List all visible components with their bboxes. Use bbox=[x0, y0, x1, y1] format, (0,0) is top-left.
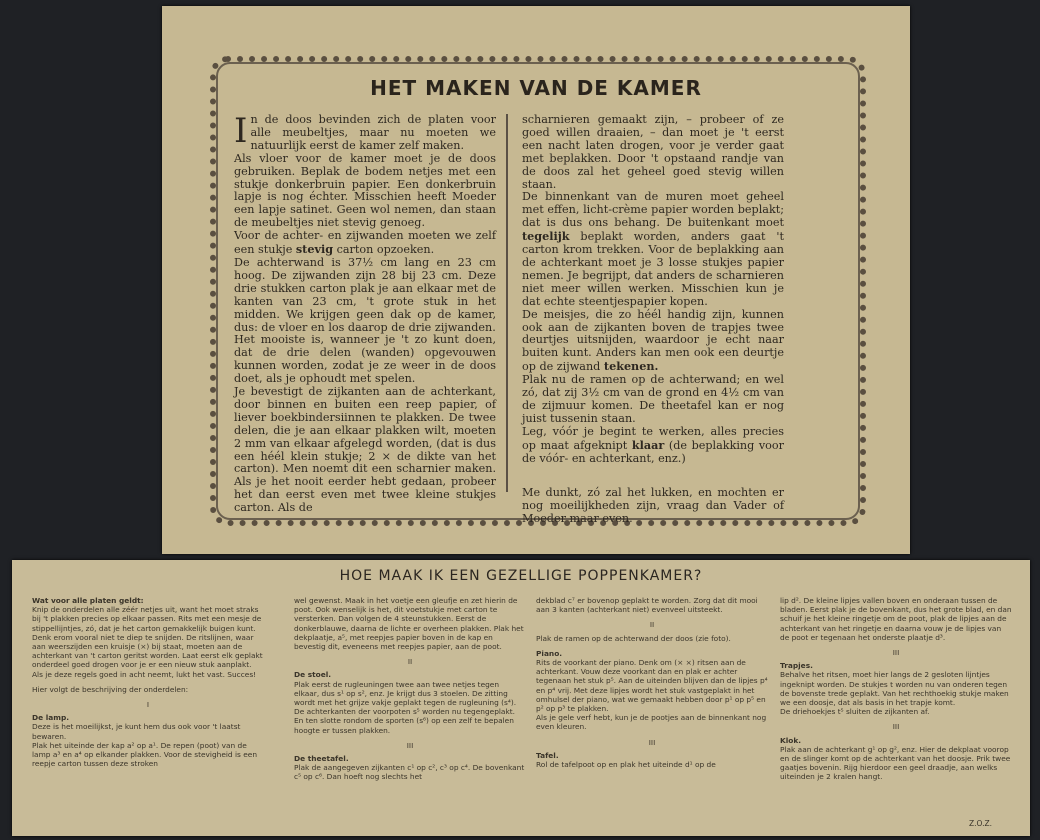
paragraph: Plak de aangegeven zijkanten c¹ op c², c³ op c⁴. De bovenkant c⁵ op c⁶. Dan hoeft nog slechts het bbox=[294, 763, 525, 782]
section-number: III bbox=[648, 737, 656, 747]
section-number: II bbox=[407, 657, 413, 667]
paragraph: Me dunkt, zó zal het lukken, en mochten er nog moeilijkheden zijn, vraag dan Vader of Moeder maar even. bbox=[522, 486, 784, 526]
paragraph: scharnieren gemaakt zijn, – probeer of ze goed willen draaien, – dan moet je 't eerst een nacht laten drogen, voor je verder gaat met beplakken. Door 't opstaand randje van de doos zal het geheel goed stevig willen staan. bbox=[522, 113, 784, 191]
paragraph: wel gewenst. Maak in het voetje een gleufje en zet hierin de poot. Ook wenselijk is het, dit voetstukje met carton te versterken. Dan volgen de 4 steunstukken. Eerst de donkerblauwe, daarna de lichte er overheen plakken. Plak het dekplaatje, a⁵, met reepjes papier boven in de kap en bevestig dit, eveneens met reepjes papier, aan de poot. bbox=[294, 596, 524, 652]
section-number: III bbox=[406, 740, 414, 750]
instruction-card-bottom bbox=[12, 560, 1030, 836]
paragraph: Rol de tafelpoot op en plak het uiteinde d¹ op de bbox=[536, 760, 716, 770]
text-column-4 bbox=[780, 596, 1012, 782]
text-column-2 bbox=[294, 596, 526, 782]
paragraph: Het mooiste is, wanneer je 't zo kunt doen, dat de drie delen (wanden) opgevouwen kunnen worden, zodat je ze weer in de doos doet, als je ophoudt met spelen. bbox=[234, 333, 496, 386]
paragraph: Plak nu de ramen op de achterwand; en wel zó, dat zij 3½ cm van de grond en 4½ cm van de zijmuur komen. De theetafel kan er nog juist tussenin staan. bbox=[522, 373, 784, 425]
text-column-right bbox=[522, 114, 784, 526]
drop-cap: I bbox=[234, 111, 248, 151]
text-column-3 bbox=[536, 596, 768, 769]
section-heading: Klok. bbox=[780, 735, 802, 745]
paragraph: Als je deze regels goed in acht neemt, lukt het vast. Succes! bbox=[32, 669, 257, 679]
section-heading: Wat voor alle platen geldt: bbox=[32, 596, 144, 605]
paragraph: Rits de voorkant der piano. Denk om (× ×) ritsen aan de achterkant. Vouw deze voorkant dan en plak er achter tegenaan het stuk p⁵. Aan de uiteinden blijven dan de lipjes p⁴ en p⁴ vrij. Met deze lipjes wordt het stuk vastgeplakt in het omhulsel der piano, wat we gemaakt hebben door p¹ op p⁵ en p² op p³ te plakken. bbox=[536, 658, 768, 714]
page-turn-note: Z.O.Z. bbox=[968, 819, 992, 828]
paragraph: De achterkanten der voorpoten s⁵ worden nu tegengeplakt. En ten slotte rondom de sporten (s⁶) op een zelf te bepalen hoogte er tussen plakken. bbox=[294, 707, 515, 735]
section-heading: Piano. bbox=[536, 648, 563, 658]
section-heading: De lamp. bbox=[32, 713, 70, 723]
paragraph: Hier volgt de beschrijving der onderdelen: bbox=[32, 684, 189, 694]
instruction-card-top bbox=[162, 6, 910, 554]
paragraph: Plak de ramen op de achterwand der doos (zie foto). bbox=[536, 633, 731, 643]
section-heading: De stoel. bbox=[294, 670, 332, 680]
paragraph: Behalve het ritsen, moet hier langs de 2 gesloten lijntjes ingeknipt worden. De stukjes t worden nu van onderen tegen de bovenste trede geplakt. Van het rechthoekig stukje maken we een doosje, dat als basis in het trapje komt. bbox=[780, 670, 1009, 708]
paragraph: dekblad c⁷ er bovenop geplakt te worden. Zorg dat dit mooi aan 3 kanten (achterkant niet) evenveel uitsteekt. bbox=[536, 596, 758, 615]
text-column-left bbox=[234, 111, 496, 515]
paragraph: n de doos bevinden zich de platen voor alle meubeltjes, maar nu moeten we natuurlijk eerst de kamer zelf maken. bbox=[250, 113, 496, 152]
paragraph: Plak het uiteinde der kap a² op a¹. De repen (poot) van de lamp a³ en a⁴ op elkander plakken. Voor de stevigheid is een reepje carton tussen deze stroken bbox=[32, 740, 258, 769]
card-title: HET MAKEN VAN DE KAMER bbox=[370, 76, 702, 100]
paragraph: De meisjes, die zo héél handig zijn, kunnen ook aan de zijkanten boven de trapjes twee deurtjes uitsnijden, waardoor je echt naar buiten kunt. Anders kan men ook een deurtje op de zijwand tekenen. bbox=[522, 307, 784, 374]
paragraph: De binnenkant van de muren moet geheel met effen, licht-crème papier worden beplakt; dat is dus ons behang. De buitenkant moet tegelijk beplakt worden, anders gaat 't carton krom trekken. Voor de beplakking aan de achterkant moet je 3 losse stukjes papier nemen. Je begrijpt, dat anders de scharnieren niet meer willen werken. Misschien kun je dat echte steentjespapier kopen. bbox=[522, 190, 784, 308]
section-number: II bbox=[649, 620, 655, 630]
section-heading: Tafel. bbox=[536, 750, 559, 760]
section-number: III bbox=[892, 722, 900, 732]
paragraph: Als vloer voor de kamer moet je de doos gebruiken. Beplak de bodem netjes met een stukje donkerbruin papier. Een donkerbruin lapje is nog échter. Misschien heeft Moeder een lapje satinet. Geen wol nemen, dan staan de meubeltjes niet stevig genoeg. bbox=[234, 151, 496, 230]
text-column-1 bbox=[32, 596, 264, 768]
paragraph: Plak aan de achterkant g¹ op g², enz. Hier de dekplaat voorop en de slinger komt op de achterkant van het doosje. Prik twee gaatjes bovenin. Rijg hierdoor een geel draadje, aan welks uiteinden je 2 kralen hangt. bbox=[780, 744, 1011, 782]
paragraph: De driehoekjes t⁵ sluiten de zijkanten af. bbox=[780, 707, 930, 717]
paragraph: De achterwand is 37½ cm lang en 23 cm hoog. De zijwanden zijn 28 bij 23 cm. Deze drie stukken carton plak je aan elkaar met de kanten van 23 cm, 't grote stuk in het midden. We krijgen geen dak op de kamer, dus: de vloer en los daarop de drie zijwanden. bbox=[234, 255, 496, 334]
card-title: HOE MAAK IK EEN GEZELLIGE POPPENKAMER? bbox=[339, 568, 703, 584]
column-divider bbox=[506, 114, 508, 492]
section-heading: Trapjes. bbox=[780, 661, 813, 671]
paragraph: Leg, vóór je begint te werken, alles precies op maat afgeknipt klaar (de beplakking voor de vóór- en achterkant, enz.) bbox=[522, 424, 785, 465]
paragraph: lip d². De kleine lipjes vallen boven en onderaan tussen de bladen. Eerst plak je de bovenkant, dus het grote blad, en dan schuif je het kleine ringetje om de poot, plak de lipjes aan de achterkant van het ringetje en daarna vouw je de lipjes van de poot er tegenaan het onderste plaatje d³. bbox=[780, 596, 1012, 642]
paragraph: Plak eerst de rugleuningen twee aan twee netjes tegen elkaar, dus s¹ op s², enz. Je krijgt dus 3 stoelen. De zitting wordt met het grijze vakje geplakt tegen de rugleuning (s⁴). bbox=[294, 679, 517, 708]
section-number: I bbox=[146, 700, 150, 710]
paragraph: Voor de achter- en zijwanden moeten we zelf een stukje stevig carton opzoeken. bbox=[234, 229, 496, 257]
paragraph: Knip de onderdelen alle zéér netjes uit, want het moet straks bij 't plakken precies op elkaar passen. Rits met een mesje de stippellijntjes, zó, dat je het carton gemakkelijk buigen kunt. Denk erom vooral niet te diep te snijden. De ritslijnen, waar aan weerszijden een kruisje (×) bij staat, moeten aan de achterkant van 't carton geritst worden. Laat eerst elk geplakt onderdeel goed drogen voor je er een nieuw stuk aanplakt. bbox=[32, 605, 263, 670]
section-number: III bbox=[892, 648, 900, 658]
paragraph: Je bevestigt de zijkanten aan de achterkant, door binnen en buiten een reep papier, of liever boekbindersiinnen te plakken. De twee delen, die je aan elkaar plakken wilt, moeten 2 mm van elkaar afgelegd worden, (dat is dus een héél klein stukje; 2 × de dikte van het carton). Men noemt dit een scharnier maken. Als je het nooit eerder hebt gedaan, probeer het dan eerst even met twee kleine stukjes carton. Als de bbox=[234, 385, 496, 515]
paragraph: Deze is het moeilijkst, je kunt hem dus ook voor 't laatst bewaren. bbox=[32, 722, 241, 741]
section-heading: De theetafel. bbox=[294, 754, 349, 764]
paragraph: Als je gele verf hebt, kun je de pootjes aan de binnenkant nog even kleuren. bbox=[536, 713, 767, 732]
